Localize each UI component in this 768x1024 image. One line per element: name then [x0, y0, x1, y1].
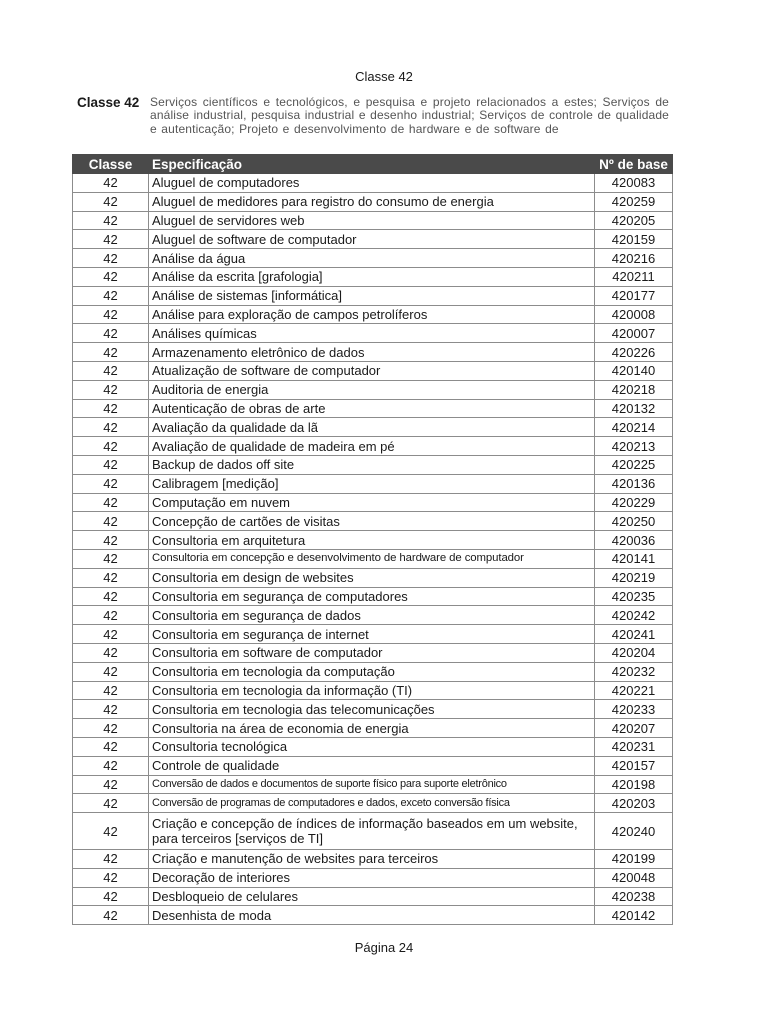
cell-classe: 42	[73, 756, 149, 775]
table-row	[73, 343, 673, 362]
cell-especificacao: Análise para exploração de campos petrolíferos	[149, 305, 595, 324]
cell-numero-base: 420226	[595, 343, 673, 362]
table-row	[73, 512, 673, 531]
cell-numero-base: 420216	[595, 249, 673, 268]
table-row	[73, 681, 673, 700]
specification-table	[72, 154, 673, 925]
cell-especificacao: Decoração de interiores	[149, 868, 595, 887]
cell-numero-base: 420221	[595, 681, 673, 700]
cell-classe: 42	[73, 700, 149, 719]
cell-numero-base: 420242	[595, 606, 673, 625]
cell-numero-base: 420140	[595, 361, 673, 380]
cell-numero-base: 420229	[595, 493, 673, 512]
cell-especificacao: Consultoria em segurança de internet	[149, 625, 595, 644]
table-row	[73, 361, 673, 380]
table-row	[73, 437, 673, 456]
table-row	[73, 662, 673, 681]
cell-classe: 42	[73, 192, 149, 211]
cell-especificacao: Criação e manutenção de websites para terceiros	[149, 850, 595, 869]
cell-classe: 42	[73, 587, 149, 606]
cell-especificacao: Aluguel de computadores	[149, 174, 595, 193]
cell-classe: 42	[73, 662, 149, 681]
cell-especificacao: Armazenamento eletrônico de dados	[149, 343, 595, 362]
cell-especificacao: Calibragem [medição]	[149, 474, 595, 493]
cell-especificacao: Atualização de software de computador	[149, 361, 595, 380]
cell-classe: 42	[73, 361, 149, 380]
cell-especificacao: Análise de sistemas [informática]	[149, 286, 595, 305]
cell-classe: 42	[73, 249, 149, 268]
table-row	[73, 286, 673, 305]
cell-classe: 42	[73, 868, 149, 887]
cell-classe: 42	[73, 606, 149, 625]
cell-especificacao: Autenticação de obras de arte	[149, 399, 595, 418]
cell-numero-base: 420205	[595, 211, 673, 230]
table-row	[73, 606, 673, 625]
cell-numero-base: 420240	[595, 813, 673, 850]
table-row	[73, 700, 673, 719]
table-row	[73, 192, 673, 211]
cell-classe: 42	[73, 906, 149, 925]
cell-numero-base: 420211	[595, 267, 673, 286]
table-row	[73, 380, 673, 399]
cell-numero-base: 420241	[595, 625, 673, 644]
header-classe: Classe	[73, 155, 149, 174]
cell-especificacao: Avaliação de qualidade de madeira em pé	[149, 437, 595, 456]
header-numero-base: Nº de base	[595, 155, 673, 174]
cell-classe: 42	[73, 531, 149, 550]
cell-numero-base: 420231	[595, 737, 673, 756]
table-row	[73, 775, 673, 794]
cell-especificacao: Consultoria em segurança de computadores	[149, 587, 595, 606]
cell-classe: 42	[73, 455, 149, 474]
cell-numero-base: 420007	[595, 324, 673, 343]
cell-numero-base: 420198	[595, 775, 673, 794]
cell-numero-base: 420219	[595, 568, 673, 587]
cell-classe: 42	[73, 343, 149, 362]
table-row	[73, 418, 673, 437]
table-row	[73, 531, 673, 550]
cell-numero-base: 420259	[595, 192, 673, 211]
cell-especificacao: Consultoria em software de computador	[149, 643, 595, 662]
cell-classe: 42	[73, 719, 149, 738]
table-row	[73, 568, 673, 587]
table-row	[73, 906, 673, 925]
cell-especificacao: Consultoria na área de economia de energia	[149, 719, 595, 738]
cell-numero-base: 420250	[595, 512, 673, 531]
table-row	[73, 230, 673, 249]
cell-numero-base: 420008	[595, 305, 673, 324]
table-header-row	[73, 155, 673, 174]
cell-especificacao: Análise da escrita [grafologia]	[149, 267, 595, 286]
page-header-title: Classe 42	[355, 69, 413, 84]
page-number: Página 24	[354, 940, 414, 955]
cell-classe: 42	[73, 625, 149, 644]
cell-classe: 42	[73, 681, 149, 700]
table-row	[73, 643, 673, 662]
cell-especificacao: Desbloqueio de celulares	[149, 887, 595, 906]
cell-numero-base: 420159	[595, 230, 673, 249]
cell-numero-base: 420232	[595, 662, 673, 681]
cell-numero-base: 420083	[595, 174, 673, 193]
cell-classe: 42	[73, 474, 149, 493]
cell-classe: 42	[73, 775, 149, 794]
cell-especificacao: Auditoria de energia	[149, 380, 595, 399]
cell-especificacao: Backup de dados off site	[149, 455, 595, 474]
cell-especificacao: Aluguel de software de computador	[149, 230, 595, 249]
cell-numero-base: 420233	[595, 700, 673, 719]
table-row	[73, 493, 673, 512]
cell-numero-base: 420204	[595, 643, 673, 662]
cell-numero-base: 420136	[595, 474, 673, 493]
cell-especificacao: Computação em nuvem	[149, 493, 595, 512]
cell-classe: 42	[73, 437, 149, 456]
cell-numero-base: 420048	[595, 868, 673, 887]
table-row	[73, 474, 673, 493]
cell-numero-base: 420225	[595, 455, 673, 474]
cell-especificacao: Avaliação da qualidade da lã	[149, 418, 595, 437]
cell-classe: 42	[73, 813, 149, 850]
table-row	[73, 399, 673, 418]
cell-classe: 42	[73, 399, 149, 418]
cell-especificacao: Aluguel de servidores web	[149, 211, 595, 230]
cell-especificacao: Criação e concepção de índices de informação baseados em um website, para terceiros [serviços de TI]	[149, 813, 595, 850]
cell-classe: 42	[73, 493, 149, 512]
cell-especificacao: Consultoria em arquitetura	[149, 531, 595, 550]
table-row	[73, 455, 673, 474]
cell-classe: 42	[73, 568, 149, 587]
cell-classe: 42	[73, 794, 149, 813]
class-description	[77, 96, 669, 136]
cell-classe: 42	[73, 418, 149, 437]
cell-classe: 42	[73, 737, 149, 756]
cell-classe: 42	[73, 850, 149, 869]
cell-classe: 42	[73, 512, 149, 531]
cell-numero-base: 420218	[595, 380, 673, 399]
cell-classe: 42	[73, 267, 149, 286]
cell-classe: 42	[73, 643, 149, 662]
cell-especificacao: Consultoria em segurança de dados	[149, 606, 595, 625]
cell-especificacao: Análise da água	[149, 249, 595, 268]
table-row	[73, 587, 673, 606]
table-row	[73, 794, 673, 813]
cell-classe: 42	[73, 174, 149, 193]
table-row	[73, 549, 673, 568]
cell-classe: 42	[73, 324, 149, 343]
table-row	[73, 756, 673, 775]
cell-especificacao: Consultoria em tecnologia da computação	[149, 662, 595, 681]
cell-especificacao: Consultoria em tecnologia da informação (TI)	[149, 681, 595, 700]
cell-numero-base: 420132	[595, 399, 673, 418]
table-row	[73, 850, 673, 869]
cell-especificacao: Consultoria em tecnologia das telecomunicações	[149, 700, 595, 719]
table-row	[73, 305, 673, 324]
table-row	[73, 719, 673, 738]
table-row	[73, 174, 673, 193]
table-row	[73, 813, 673, 850]
cell-numero-base: 420036	[595, 531, 673, 550]
cell-especificacao: Consultoria em design de websites	[149, 568, 595, 587]
header-especificacao: Especificação	[149, 155, 595, 174]
cell-classe: 42	[73, 230, 149, 249]
cell-numero-base: 420213	[595, 437, 673, 456]
cell-especificacao: Controle de qualidade	[149, 756, 595, 775]
cell-classe: 42	[73, 305, 149, 324]
class-description-text: Serviços científicos e tecnológicos, e pesquisa e projeto relacionados a estes; Serviços de análise industrial, pesquisa industrial e desenho industrial; Serviços de controle de qualidade e autenticação; Projeto e desenvolvimento de hardware e de software de	[150, 96, 669, 136]
class-description-label: Classe 42	[77, 95, 140, 110]
table-row	[73, 324, 673, 343]
cell-especificacao: Conversão de dados e documentos de suporte físico para suporte eletrônico	[149, 775, 595, 794]
table-row	[73, 249, 673, 268]
cell-numero-base: 420142	[595, 906, 673, 925]
cell-numero-base: 420238	[595, 887, 673, 906]
cell-classe: 42	[73, 549, 149, 568]
cell-numero-base: 420203	[595, 794, 673, 813]
cell-classe: 42	[73, 887, 149, 906]
cell-especificacao: Aluguel de medidores para registro do consumo de energia	[149, 192, 595, 211]
table-row	[73, 868, 673, 887]
cell-numero-base: 420235	[595, 587, 673, 606]
cell-numero-base: 420199	[595, 850, 673, 869]
cell-numero-base: 420157	[595, 756, 673, 775]
table-body	[73, 174, 673, 925]
cell-numero-base: 420177	[595, 286, 673, 305]
cell-classe: 42	[73, 211, 149, 230]
table-row	[73, 267, 673, 286]
cell-especificacao: Conversão de programas de computadores e dados, exceto conversão física	[149, 794, 595, 813]
cell-classe: 42	[73, 380, 149, 399]
table-row	[73, 887, 673, 906]
cell-classe: 42	[73, 286, 149, 305]
cell-especificacao: Desenhista de moda	[149, 906, 595, 925]
cell-numero-base: 420207	[595, 719, 673, 738]
cell-especificacao: Consultoria em concepção e desenvolvimento de hardware de computador	[149, 549, 595, 568]
cell-especificacao: Consultoria tecnológica	[149, 737, 595, 756]
table-row	[73, 625, 673, 644]
cell-numero-base: 420141	[595, 549, 673, 568]
table-row	[73, 737, 673, 756]
cell-especificacao: Concepção de cartões de visitas	[149, 512, 595, 531]
table-row	[73, 211, 673, 230]
cell-numero-base: 420214	[595, 418, 673, 437]
cell-especificacao: Análises químicas	[149, 324, 595, 343]
